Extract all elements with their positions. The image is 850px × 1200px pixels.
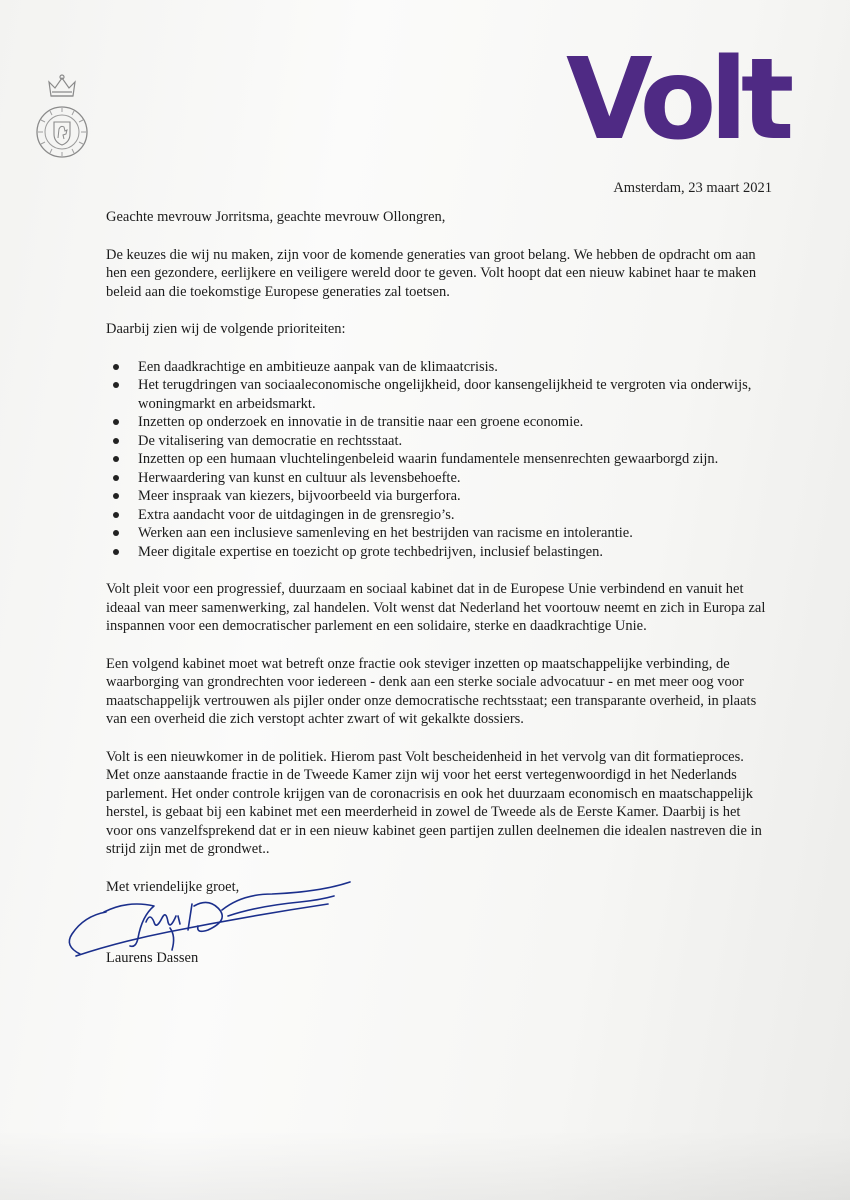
list-item: Werken aan een inclusieve samenleving en het bestrijden van racisme en intolerantie. <box>138 524 766 543</box>
volt-logo: Volt <box>566 35 788 165</box>
list-item: De vitalisering van democratie en rechtsstaat. <box>138 432 766 451</box>
closing-line: Met vriendelijke groet, <box>106 878 240 895</box>
letter-date: Amsterdam, 23 maart 2021 <box>613 180 772 196</box>
priorities-list <box>106 358 766 562</box>
handwritten-signature-icon <box>58 876 358 964</box>
paragraph-newcomer: Volt is een nieuwkomer in de politiek. Hierom past Volt bescheidenheid in het vervolg van dit formatieproces. Met onze aanstaande fractie in de Tweede Kamer zijn wij voor het eerst vertegenwoordigd in het Nederlands parlement. Het onder controle krijgen van de coronacrisis en ook het duurzaam economisch en maatschappelijk herstel, is gebaat bij een kabinet met een meerderheid in zowel de Tweede als de Eerste Kamer. Daarbij is het voor ons vanzelfsprekend dat er in een nieuw kabinet geen partijen zullen deelnemen die idealen nastreven die in strijd zijn met de grondwet.. <box>106 748 762 857</box>
list-item: Extra aandacht voor de uitdagingen in de grensregio’s. <box>138 506 766 525</box>
list-item: Het terugdringen van sociaaleconomische ongelijkheid, door kansengelijkheid te vergroten via onderwijs, woningmarkt en arbeidsmarkt. <box>138 376 766 413</box>
priorities-intro: Daarbij zien wij de volgende prioriteiten: <box>106 321 346 337</box>
list-item: Meer inspraak van kiezers, bijvoorbeeld via burgerfora. <box>138 487 766 506</box>
signer-name: Laurens Dassen <box>106 950 199 966</box>
tweede-kamer-seal-icon <box>34 72 90 168</box>
salutation: Geachte mevrouw Jorritsma, geachte mevrouw Ollongren, <box>106 209 446 225</box>
letter-body <box>106 208 766 915</box>
list-item: Inzetten op onderzoek en innovatie in de transitie naar een groene economie. <box>138 413 766 432</box>
paper-shadow <box>0 1130 850 1200</box>
list-item: Inzetten op een humaan vluchtelingenbeleid waarin fundamentele mensenrechten gewaarborgd zijn. <box>138 450 766 469</box>
list-item: Herwaardering van kunst en cultuur als levensbehoefte. <box>138 469 766 488</box>
intro-paragraph: De keuzes die wij nu maken, zijn voor de komende generaties van groot belang. We hebben de opdracht om aan hen een gezondere, eerlijkere en veiligere wereld door te geven. Volt hoopt dat een nieuw kabinet haar te maken beleid aan die toekomstige Europese generaties zal toetsen. <box>106 246 757 300</box>
paragraph-connection: Een volgend kabinet moet wat betreft onze fractie ook steviger inzetten op maatschappelijke verbinding, de waarborging van grondrechten voor iedereen - denk aan een sterke sociale advocatuur - en met meer oog voor maatschappelijk vertrouwen als pijler onder onze democratische rechtsstaat; een transparante overheid, in plaats van een overheid die zich verstopt achter zwart of wit gekalkte dossiers. <box>106 655 757 727</box>
paragraph-europe: Volt pleit voor een progressief, duurzaam en sociaal kabinet dat in de Europese Unie verbindend en vanuit het ideaal van meer samenwerking, zal handelen. Volt wenst dat Nederland het voortouw neemt en zich in Europa zal inspannen voor een democratischer parlement en een solidaire, sterke en daadkrachtige Unie. <box>106 581 766 634</box>
list-item: Meer digitale expertise en toezicht op grote techbedrijven, inclusief belastingen. <box>138 543 766 562</box>
list-item: Een daadkrachtige en ambitieuze aanpak van de klimaatcrisis. <box>138 358 766 377</box>
